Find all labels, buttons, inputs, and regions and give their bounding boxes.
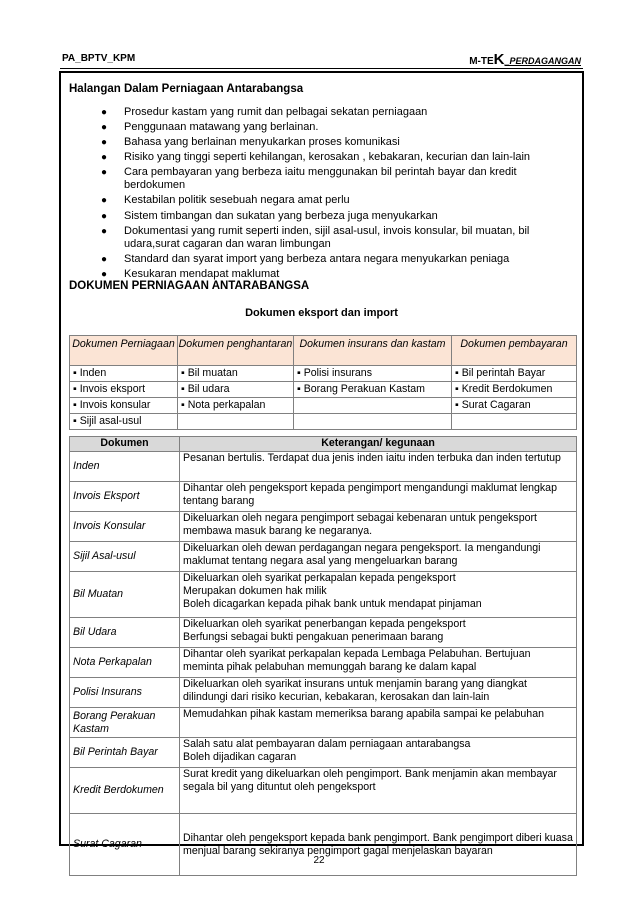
document-name-cell: Polisi Insurans [70, 678, 180, 708]
table-row [70, 648, 577, 678]
list-item [99, 268, 574, 281]
list-item-text: Standard dan syarat import yang berbeza antara negara menyukarkan peniaga [124, 252, 510, 265]
table-cell [294, 398, 452, 414]
list-item-text: Prosedur kastam yang rumit dan pelbagai sekatan perniagaan [124, 106, 428, 118]
bullet-icon: ● [101, 210, 108, 222]
list-item-text: Risiko yang tinggi seperti kehilangan, kerosakan , kebakaran, kecurian dan lain-lain [124, 151, 531, 164]
col-header-document: Dokumen [70, 437, 180, 452]
document-desc-cell: Dihantar oleh pengeksport kepada bank pengimport. Bank pengimport diberi kuasa menjual barang sekiranya pengimport gagal menjelaskan bayaran [180, 814, 577, 876]
table-cell: ▪ Surat Cagaran [452, 398, 577, 414]
section-title-documents: DOKUMEN PERNIAGAAN ANTARABANGSA [69, 280, 310, 292]
col-header-description: Keterangan/ kegunaan [180, 437, 577, 452]
document-name-cell: Inden [70, 452, 180, 482]
table-header-row [70, 336, 577, 366]
table-cell: ▪ Inden [70, 366, 178, 382]
table-row [70, 452, 577, 482]
document-desc-cell: Dihantar oleh syarikat perkapalan kepada Lembaga Pelabuhan. Bertujuan meminta pihak pelabuhan memunggah barang ke dalam kapal [180, 648, 577, 678]
table-row [70, 678, 577, 708]
table-cell: ▪ Bil muatan [178, 366, 294, 382]
list-item [99, 136, 574, 149]
bullet-icon: ● [101, 167, 108, 179]
document-name-cell: Invois Konsular [70, 512, 180, 542]
table-cell [294, 414, 452, 430]
bullet-icon: ● [101, 107, 108, 118]
document-desc-cell: Dikeluarkan oleh syarikat insurans untuk menjamin barang yang diangkat dilindungi dari risiko kecurian, kebakaran, kerosakan dan lain-lain [180, 678, 577, 708]
table-cell: ▪ Bil perintah Bayar [452, 366, 577, 382]
header-left-code: PA_BPTV_KPM [62, 53, 136, 64]
page-header [60, 51, 583, 69]
table-cell: ▪ Kredit Berdokumen [452, 382, 577, 398]
table-cell: ▪ Bil udara [178, 382, 294, 398]
document-desc-cell: Dikeluarkan oleh dewan perdagangan negara pengeksport. Ia mengandungi maklumat tentang negara asal yang mengeluarkan barang [180, 542, 577, 572]
bullet-icon: ● [101, 253, 108, 265]
table-row [70, 768, 577, 814]
header-right-title [469, 51, 581, 68]
table-row [70, 366, 577, 382]
bullet-icon: ● [101, 152, 108, 164]
table-row [70, 382, 577, 398]
document-types-table [69, 335, 577, 430]
table-row [70, 708, 577, 738]
list-item-text: Kestabilan politik sesebuah negara amat perlu [124, 194, 350, 207]
list-item-text: Kesukaran mendapat maklumat [124, 267, 280, 280]
document-name-cell: Invois Eksport [70, 482, 180, 512]
document-name-cell: Surat Cagaran [70, 814, 180, 876]
document-desc-cell: Dihantar oleh pengeksport kepada pengimport mengandungi maklumat lengkap tentang barang [180, 482, 577, 512]
document-name-cell: Nota Perkapalan [70, 648, 180, 678]
list-item [99, 194, 574, 207]
document-desc-cell: Dikeluarkan oleh syarikat penerbangan kepada pengeksport Berfungsi sebagai bukti pengakuan penerimaan barang [180, 618, 577, 648]
bullet-icon: ● [101, 137, 108, 149]
document-descriptions-table [69, 436, 577, 876]
table-row [70, 738, 577, 768]
list-item-text: Sistem timbangan dan sukatan yang berbeza juga menyukarkan [124, 209, 438, 222]
table-header-row [70, 437, 577, 452]
document-name-cell: Sijil Asal-usul [70, 542, 180, 572]
document-name-cell: Borang Perakuan Kastam [70, 708, 180, 738]
header-right-suffix: _PERDAGANGAN [504, 56, 581, 66]
col-header-shipping: Dokumen penghantaran [178, 336, 294, 366]
table-cell: ▪ Invois eksport [70, 382, 178, 398]
list-item-text: Penggunaan matawang yang berlainan. [124, 121, 319, 134]
list-item-text: Bahasa yang berlainan menyukarkan proses komunikasi [124, 136, 400, 149]
bullet-icon: ● [101, 268, 108, 280]
subtitle-export-import: Dokumen eksport dan import [245, 307, 398, 319]
bullet-icon: ● [101, 195, 108, 207]
list-item [99, 151, 574, 164]
list-item [99, 210, 574, 223]
table-row [70, 618, 577, 648]
bullet-icon: ● [101, 122, 108, 134]
col-header-insurance-customs: Dokumen insurans dan kastam [294, 336, 452, 366]
table-row [70, 512, 577, 542]
table-row [70, 542, 577, 572]
table-cell: ▪ Sijil asal-usul [70, 414, 178, 430]
document-desc-cell: Salah satu alat pembayaran dalam perniagaan antarabangsa Boleh dijadikan cagaran [180, 738, 577, 768]
header-right-big-letter: K [493, 51, 505, 68]
table-row [70, 572, 577, 618]
col-header-business: Dokumen Perniagaan [70, 336, 178, 366]
obstacles-list [99, 106, 574, 283]
document-name-cell: Kredit Berdokumen [70, 768, 180, 814]
list-item [99, 166, 574, 192]
table-row [70, 814, 577, 876]
table-cell [178, 414, 294, 430]
document-name-cell: Bil Udara [70, 618, 180, 648]
table-cell: ▪ Invois konsular [70, 398, 178, 414]
list-item [99, 253, 574, 266]
table-row [70, 482, 577, 512]
list-item [99, 106, 574, 119]
document-name-cell: Bil Muatan [70, 572, 180, 618]
content-frame [59, 71, 584, 857]
table-cell: ▪ Nota perkapalan [178, 398, 294, 414]
document-desc-cell: Pesanan bertulis. Terdapat dua jenis inden iaitu inden terbuka dan inden tertutup [180, 452, 577, 482]
col-header-payment: Dokumen pembayaran [452, 336, 577, 366]
table-row [70, 398, 577, 414]
header-right-prefix: M-TE [469, 56, 494, 67]
list-item [99, 225, 574, 251]
table-cell [452, 414, 577, 430]
document-desc-cell: Dikeluarkan oleh negara pengimport sebagai kebenaran untuk pengeksport membawa masuk barang ke negaranya. [180, 512, 577, 542]
list-item [99, 121, 574, 134]
list-item-text: Cara pembayaran yang berbeza iaitu menggunakan bil perintah bayar dan kredit berdokumen [124, 166, 517, 192]
document-desc-cell: Surat kredit yang dikeluarkan oleh pengimport. Bank menjamin akan membayar segala bil yang dituntut oleh pengeksport [180, 768, 577, 814]
list-item-text: Dokumentasi yang rumit seperti inden, sijil asal-usul, invois konsular, bil muatan, bil udara,surat cagaran dan waran limbungan [124, 224, 530, 250]
section-title-obstacles: Halangan Dalam Perniagaan Antarabangsa [69, 83, 304, 95]
document-desc-cell: Dikeluarkan oleh syarikat perkapalan kepada pengeksport Merupakan dokumen hak milik Boleh dicagarkan kepada pihak bank untuk mendapat pinjaman [180, 572, 577, 618]
table-row [70, 414, 577, 430]
document-desc-cell: Memudahkan pihak kastam memeriksa barang apabila sampai ke pelabuhan [180, 708, 577, 738]
page-number: 22 [313, 855, 325, 866]
bullet-icon: ● [101, 225, 108, 237]
table-cell: ▪ Polisi insurans [294, 366, 452, 382]
document-name-cell: Bil Perintah Bayar [70, 738, 180, 768]
table-cell: ▪ Borang Perakuan Kastam [294, 382, 452, 398]
